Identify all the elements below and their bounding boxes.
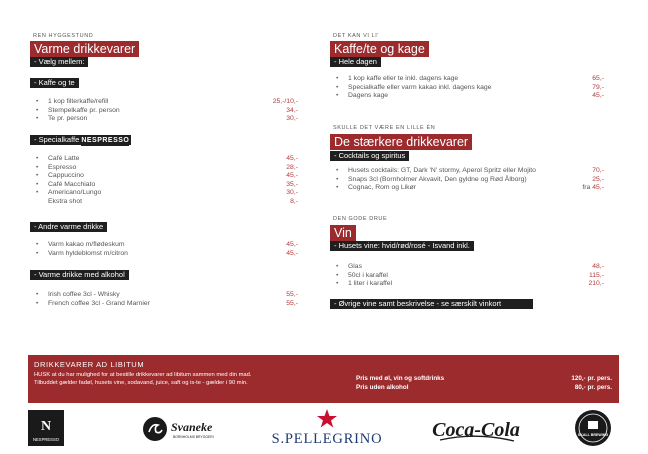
wine-list xyxy=(336,263,604,289)
all-day-header: - Hele dagen xyxy=(330,57,381,67)
list-item: • Husets cocktails: GT, Dark 'N' stormy, Aperol Spritz eller Mojito 70,- xyxy=(336,167,604,174)
svaneke-logo xyxy=(140,412,230,446)
list-item: • Te pr. person 30,- xyxy=(36,115,298,123)
house-wine-header: - Husets vine: hvid/rød/rosé - Isvand inkl. xyxy=(330,241,474,251)
list-item: • 1 liter i karaffel 210,- xyxy=(336,280,604,288)
list-item: • Cognac, Rom og Likør fra 45,- xyxy=(336,184,604,192)
list-item: • Espresso 28,- xyxy=(36,163,298,171)
wine-title: Vin xyxy=(330,225,356,241)
other-hot-drinks-header: - Andre varme drikke xyxy=(30,222,107,232)
hot-drinks-alcohol-list xyxy=(36,291,298,308)
right-eyebrow-3: DEN GODE DRUE xyxy=(333,216,388,222)
svg-text:BORNHOLMS BRYGGERI: BORNHOLMS BRYGGERI xyxy=(173,435,214,439)
stronger-drinks-title: De stærkere drikkevarer xyxy=(330,134,472,150)
list-item: • Varm hyldeblomst m/citron 45,- xyxy=(36,249,298,257)
logo-strip xyxy=(0,404,648,454)
specialty-coffee-header: - Specialkaffe NESPRESSO xyxy=(30,135,131,145)
coffee-tea-list xyxy=(36,98,298,124)
list-item: • Café Latte 45,- xyxy=(36,155,298,162)
price-row: Pris uden alkohol 80,- pr. pers. xyxy=(356,384,612,391)
list-item: • Glas 48,- xyxy=(336,263,604,270)
right-eyebrow-2: SKULLE DET VÆRE EN LILLE ÉN xyxy=(333,125,436,131)
list-item: • Snaps 3cl (Bornholmer Akvavit, Den gyldne og Rød Ålborg) 25,- xyxy=(336,175,604,183)
cocktails-header: - Cocktails og spiritus xyxy=(330,151,409,161)
list-item: • Stempelkaffe pr. person 34,- xyxy=(36,106,298,114)
list-item: • Varm kakao m/flødeskum 45,- xyxy=(36,241,298,248)
coffee-tea-header: - Kaffe og te xyxy=(30,78,79,88)
list-item: Ekstra shot 8,- xyxy=(48,197,298,205)
san-pellegrino-logo xyxy=(263,406,391,450)
list-item: • Cappuccino 45,- xyxy=(36,172,298,180)
right-eyebrow-1: DET KAN VI LI' xyxy=(333,33,380,39)
nespresso-logo-text: NESPRESSO xyxy=(32,437,60,442)
list-item: • Specialkaffe eller varm kakao inkl. dagens kage 79,- xyxy=(336,83,604,91)
list-item: • Irish coffee 3cl - Whisky 55,- xyxy=(36,291,298,298)
list-item: • Café Macchiato 35,- xyxy=(36,180,298,188)
warm-drinks-title: Varme drikkevarer xyxy=(30,41,139,57)
choose-bar: - Vælg mellem: xyxy=(30,57,88,67)
list-item: • Dagens kage 45,- xyxy=(336,92,604,100)
svg-text:S.PELLEGRINO: S.PELLEGRINO xyxy=(271,431,383,447)
coca-cola-logo xyxy=(430,410,522,448)
svg-text:N: N xyxy=(40,419,52,434)
wine-card-note: - Øvrige vine samt beskrivelse - se særskilt vinkort xyxy=(330,299,533,309)
hot-drinks-alcohol-header: - Varme drikke med alkohol xyxy=(30,270,129,280)
nespresso-tag: NESPRESSO xyxy=(81,137,130,144)
price-row: Pris med øl, vin og softdrinks 120,- pr. pers. xyxy=(356,375,612,382)
ad-libitum-title: DRIKKEVARER AD LIBITUM xyxy=(34,360,145,369)
coffee-cake-list xyxy=(336,75,604,101)
cocktails-list xyxy=(336,167,604,193)
ad-libitum-description: HUSK at du har mulighed for at bestille drikkevarer ad libitum sammen med din mad. Tilbuddet gælder fadøl, husets vine, sodavand, juice, saft og is-te - gælder i 90 min. xyxy=(34,372,252,386)
ad-libitum-band xyxy=(28,355,619,403)
other-hot-drinks-list xyxy=(36,241,298,258)
svg-text:SKALL BREWING: SKALL BREWING xyxy=(577,433,609,437)
left-eyebrow: REN HYGGESTUND xyxy=(33,33,94,39)
list-item: • 1 kop filterkaffe/refill 25,-/10,- xyxy=(36,98,298,105)
brewery-logo xyxy=(573,408,613,448)
nespresso-logo xyxy=(28,410,64,446)
list-item: • Americano/Lungo 30,- xyxy=(36,189,298,197)
svg-text:Coca-Cola: Coca-Cola xyxy=(432,419,520,441)
list-item: • 1 kop kaffe eller te inkl. dagens kage 65,- xyxy=(336,75,604,82)
list-item: • French coffee 3cl - Grand Marnier 55,- xyxy=(36,299,298,307)
specialty-coffee-list xyxy=(36,155,298,207)
list-item: • 50cl i karaffel 115,- xyxy=(336,271,604,279)
coffee-cake-title: Kaffe/te og kage xyxy=(330,41,429,57)
svg-text:Svaneke: Svaneke xyxy=(171,420,213,434)
